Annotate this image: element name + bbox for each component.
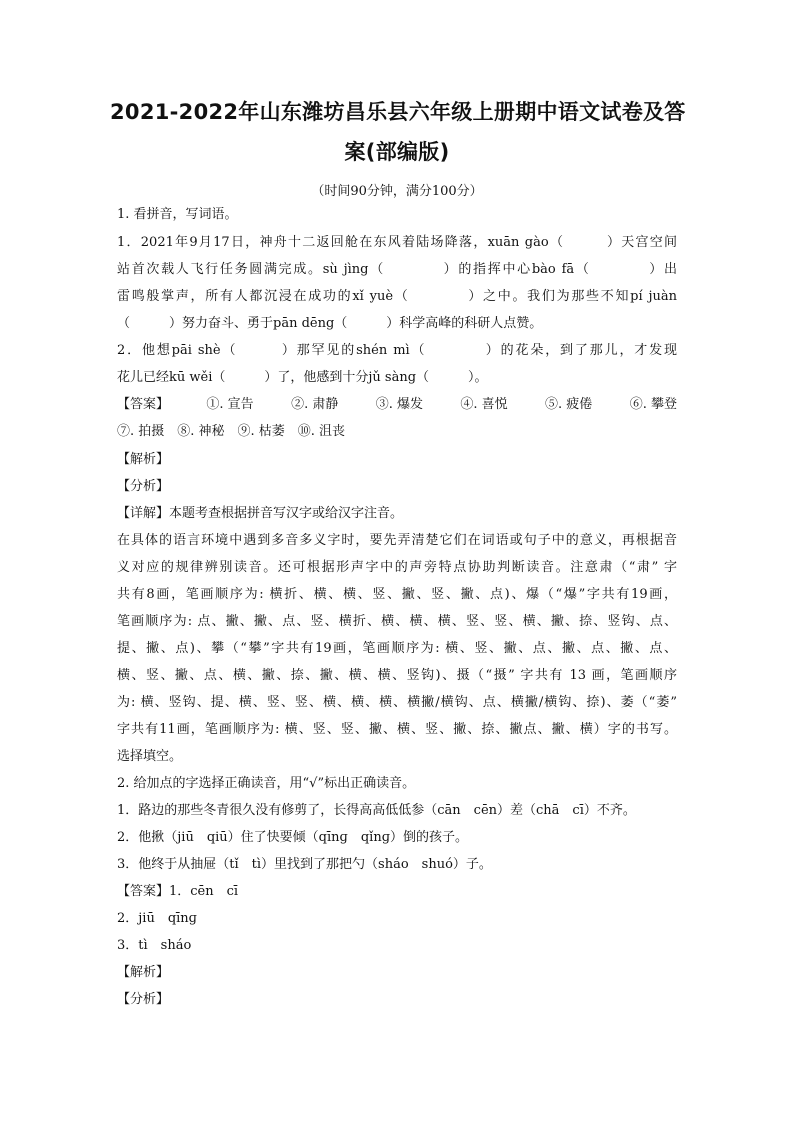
- paragraph-line: 花儿已经kū wěi（ ）了，他感到十分jǔ sàng（ ）。: [117, 370, 488, 385]
- section-jiexi: 【解析】: [117, 452, 170, 467]
- answer-item: ④. 喜悦: [460, 397, 508, 412]
- answer-item: ⑤. 疲倦: [545, 397, 593, 412]
- paragraph-line: 1．2021年9月17日，神舟十二返回舱在东风着陆场降落，xuān gào（ ）天宫空间: [117, 235, 677, 250]
- paragraph-line: 提、撇、点)、攀（“攀”字共有19画，笔画顺序为: 横、竖、撇、点、撇、点、撇、点、: [117, 641, 677, 656]
- section-fenxi: 【分析】: [117, 479, 170, 494]
- title-line-1: 2021-2022年山东潍坊昌乐县六年级上册期中语文试卷及答: [110, 100, 686, 124]
- paragraph-line: 选择填空。: [117, 749, 183, 764]
- question-item: 1．路边的那些冬青很久没有修剪了，长得高高低低参（cān cēn）差（chā cī）不齐。: [117, 803, 636, 818]
- question-heading-1: 1. 看拼音，写词语。: [117, 207, 238, 222]
- answer-label: 【答案】: [117, 397, 170, 412]
- answer-item: ①. 宣告: [206, 397, 254, 412]
- question-heading-2: 2. 给加点的字选择正确读音，用“√”标出正确读音。: [117, 776, 416, 791]
- paragraph-line: 笔画顺序为: 点、撇、撇、点、竖、横折、横、横、横、竖、竖、横、撇、捺、竖钩、点、: [117, 614, 677, 629]
- answer-line: 2．jiū qīnɡ: [117, 911, 198, 926]
- paragraph-line: 雷鸣般掌声，所有人都沉浸在成功的xǐ yuè（ ）之中。我们为那些不知pí juàn: [117, 289, 677, 304]
- paragraph-line: 字共有11画，笔画顺序为: 横、竖、竖、撇、横、竖、撇、捺、撇点、撇、横）字的书写。: [117, 722, 677, 737]
- paragraph-line: （ ）努力奋斗、勇于pān dēng（ ）科学高峰的科研人点赞。: [117, 316, 543, 331]
- paragraph-line: 站首次载人飞行任务圆满完成。sù jìng（ ）的指挥中心bào fā（ ）出: [117, 262, 677, 277]
- answer-item: ⑥. 攀登: [629, 397, 677, 412]
- title-line-2: 案(部编版): [344, 140, 450, 164]
- paragraph-line: 义对应的规律辨别读音。还可根据形声字中的声旁特点协助判断读音。注意肃（“肃” 字: [117, 560, 677, 575]
- paragraph-line: 为: 横、竖钩、提、横、竖、竖、横、横、横、横撇/横钩、点、横撇/横钩、捺)、萎（“萎”: [117, 695, 677, 710]
- paragraph-line: 在具体的语言环境中遇到多音多义字时，要先弄清楚它们在词语或句子中的意义，再根据音: [117, 533, 677, 548]
- question-item: 3．他终于从抽屉（tǐ tì）里找到了那把勺（sháo shuó）子。: [117, 857, 492, 872]
- section-fenxi: 【分析】: [117, 992, 170, 1007]
- question-item: 2．他揪（jiū qiū）住了快要倾（qīnɡ qǐnɡ）倒的孩子。: [117, 830, 469, 845]
- subtitle: （时间90分钟，满分100分）: [311, 184, 483, 199]
- answer-row-continued: ⑦. 拍摄 ⑧. 神秘 ⑨. 枯萎 ⑩. 沮丧: [117, 424, 346, 439]
- paragraph-line: 2．他想pāi shè（ ）那罕见的shén mì（ ）的花朵，到了那儿，才发现: [117, 343, 677, 358]
- answer-row: [117, 397, 677, 413]
- paragraph-line: 横、竖、撇、点、横、撇、捺、撇、横、横、竖钩)、摄（“摄” 字共有 13 画，笔画顺序: [117, 668, 677, 683]
- section-xiangjie: 【详解】本题考查根据拼音写汉字或给汉字注音。: [117, 506, 404, 521]
- answer-line: 3．tì sháo: [117, 938, 192, 953]
- answer-item: ③. 爆发: [375, 397, 423, 412]
- answer-line: 【答案】1．cēn cī: [117, 884, 239, 899]
- paragraph-line: 共有8画，笔画顺序为: 横折、横、横、竖、撇、竖、撇、点)、爆（“爆”字共有19画，: [117, 587, 677, 602]
- answer-item: ②. 肃静: [291, 397, 339, 412]
- section-jiexi: 【解析】: [117, 965, 170, 980]
